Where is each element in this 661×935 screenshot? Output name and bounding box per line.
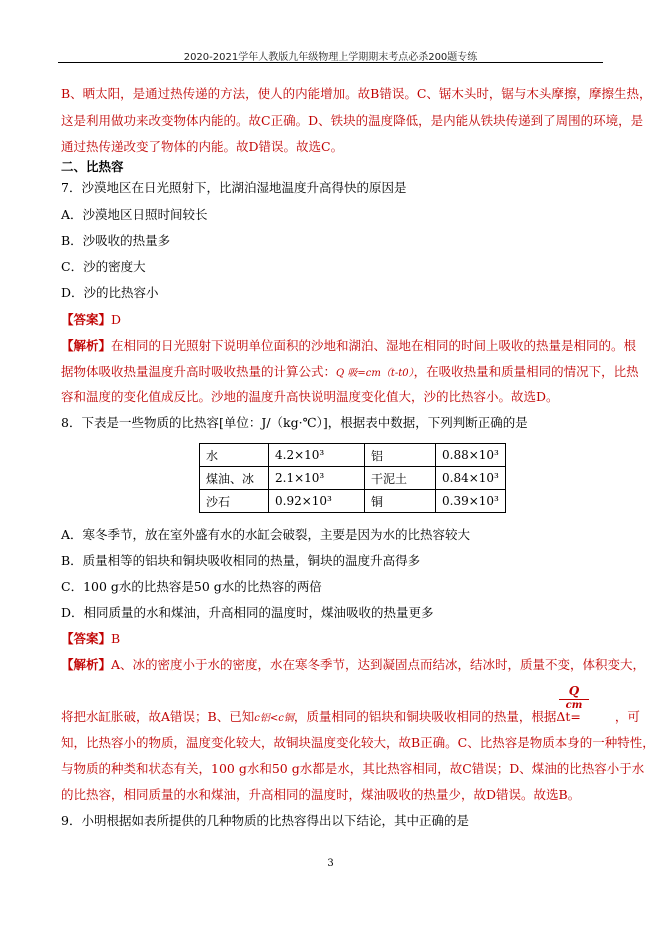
page-number: 3 (327, 858, 334, 869)
answer-tag: 【答案】 (61, 312, 112, 327)
explanation-tag: 【解析】 (61, 657, 112, 672)
explanation-7-line3: 容和温度的变化值成反比。沙地的温度升高快说明温度变化值大，沙的比热容小。故选D。 (61, 389, 559, 404)
table-cell: 0.84×10³ (436, 467, 506, 490)
delta-t-formula (559, 684, 589, 711)
explanation-text: ，可 (614, 709, 640, 724)
explanation-text: ，质量相同的铝块和铜块吸收相同的热量，根据Δt= (293, 709, 581, 724)
answer-8 (61, 631, 606, 647)
answer-tag: 【答案】 (61, 631, 112, 646)
answer-7 (61, 312, 606, 328)
option-c: C．100 g水的比热容是50 g水的比热容的两倍 (61, 579, 322, 594)
option-b: B．质量相等的铝块和铜块吸收相同的热量，铜块的温度升高得多 (61, 553, 421, 568)
explanation-7-line1 (61, 338, 637, 354)
explanation-7-line2 (61, 364, 639, 382)
question-9: 9．小明根据如表所提供的几种物质的比热容得出以下结论，其中正确的是 (61, 813, 469, 828)
table-row (200, 444, 506, 467)
option-d: D．相同质量的水和煤油，升高相同的温度时，煤油吸收的热量更多 (61, 605, 434, 620)
explanation-line: 通过热传递改变了物体的内能。故D错误。故选C。 (61, 139, 344, 154)
section-heading: 二、比热容 (61, 159, 124, 174)
table-cell: 4.2×10³ (269, 444, 365, 467)
table-cell: 干泥土 (365, 467, 436, 490)
table-cell: 水 (200, 444, 269, 467)
table-cell: 铜 (365, 490, 436, 513)
explanation-8-line5: 的比热容，相同质量的水和煤油，升高相同的温度时，煤油吸收的热量少，故D错误。故选B。 (61, 787, 581, 802)
page-header: 2020-2021学年人教版九年级物理上学期期末考点必杀200题专练 (183, 52, 478, 63)
option-c: C．沙的密度大 (61, 259, 146, 274)
formula-denominator: cm (565, 700, 583, 711)
heat-formula: Q 吸=cm（t-t0） (336, 368, 414, 379)
table-cell: 2.1×10³ (269, 467, 365, 490)
question-8: 8．下表是一些物质的比热容[单位：J/（kg·℃）]，根据表中数据，下列判断正确的是 (61, 415, 528, 430)
explanation-text: ，在吸收热量和质量相同的情况下，比热 (413, 364, 639, 379)
explanation-tag: 【解析】 (61, 338, 112, 353)
table-row (200, 490, 506, 513)
table-cell: 煤油、冰 (200, 467, 269, 490)
explanation-text: 据物体吸收热量温度升高时吸收热量的计算公式： (61, 364, 337, 379)
formula-numerator: Q (559, 684, 589, 700)
table-cell: 0.39×10³ (436, 490, 506, 513)
option-a: A．沙漠地区日照时间较长 (61, 207, 208, 222)
explanation-text: 将把水缸胀破，故A错误；B、已知 (61, 709, 255, 724)
specific-heat-inequality: c铝<c铜 (254, 713, 294, 724)
table-cell: 铝 (365, 444, 436, 467)
answer-value: D (111, 312, 122, 327)
table-cell: 0.92×10³ (269, 490, 365, 513)
table-cell: 0.88×10³ (436, 444, 506, 467)
option-b: B．沙吸收的热量多 (61, 233, 171, 248)
header-rule (58, 62, 603, 63)
answer-value: B (111, 631, 121, 646)
table-cell: 沙石 (200, 490, 269, 513)
explanation-8-line1 (61, 657, 646, 673)
option-a: A．寒冬季节，放在室外盛有水的水缸会破裂，主要是因为水的比热容较大 (61, 527, 471, 542)
table-row (200, 467, 506, 490)
explanation-8-line4: 与物质的种类和状态有关，100 g水和50 g水都是水，其比热容相同，故C错误；D、煤油的比热容小于水 (61, 761, 645, 776)
explanation-text: A、冰的密度小于水的密度，水在寒冬季节，达到凝固点而结冰，结冰时，质量不变，体积变大， (111, 657, 646, 672)
option-d: D．沙的比热容小 (61, 285, 159, 300)
explanation-8-line3: 知，比热容小的物质，温度变化较大，故铜块温度变化较大，故B正确。C、比热容是物质本身的一种特性， (61, 735, 655, 750)
explanation-8-line2 (61, 709, 640, 727)
explanation-line: 这是利用做功来改变物体内能的。故C正确。D、铁块的温度降低，是内能从铁块传递到了周围的环境，是 (61, 113, 644, 128)
explanation-line: B、晒太阳，是通过热传递的方法，使人的内能增加。故B错误。C、锯木头时，锯与木头摩擦，摩擦生热， (61, 86, 652, 101)
specific-heat-table (199, 443, 506, 513)
question-7: 7．沙漠地区在日光照射下，比湖泊湿地温度升高得快的原因是 (61, 180, 407, 195)
explanation-text: 在相同的日光照射下说明单位面积的沙地和湖泊、湿地在相同的时间上吸收的热量是相同的。根 (111, 338, 637, 353)
